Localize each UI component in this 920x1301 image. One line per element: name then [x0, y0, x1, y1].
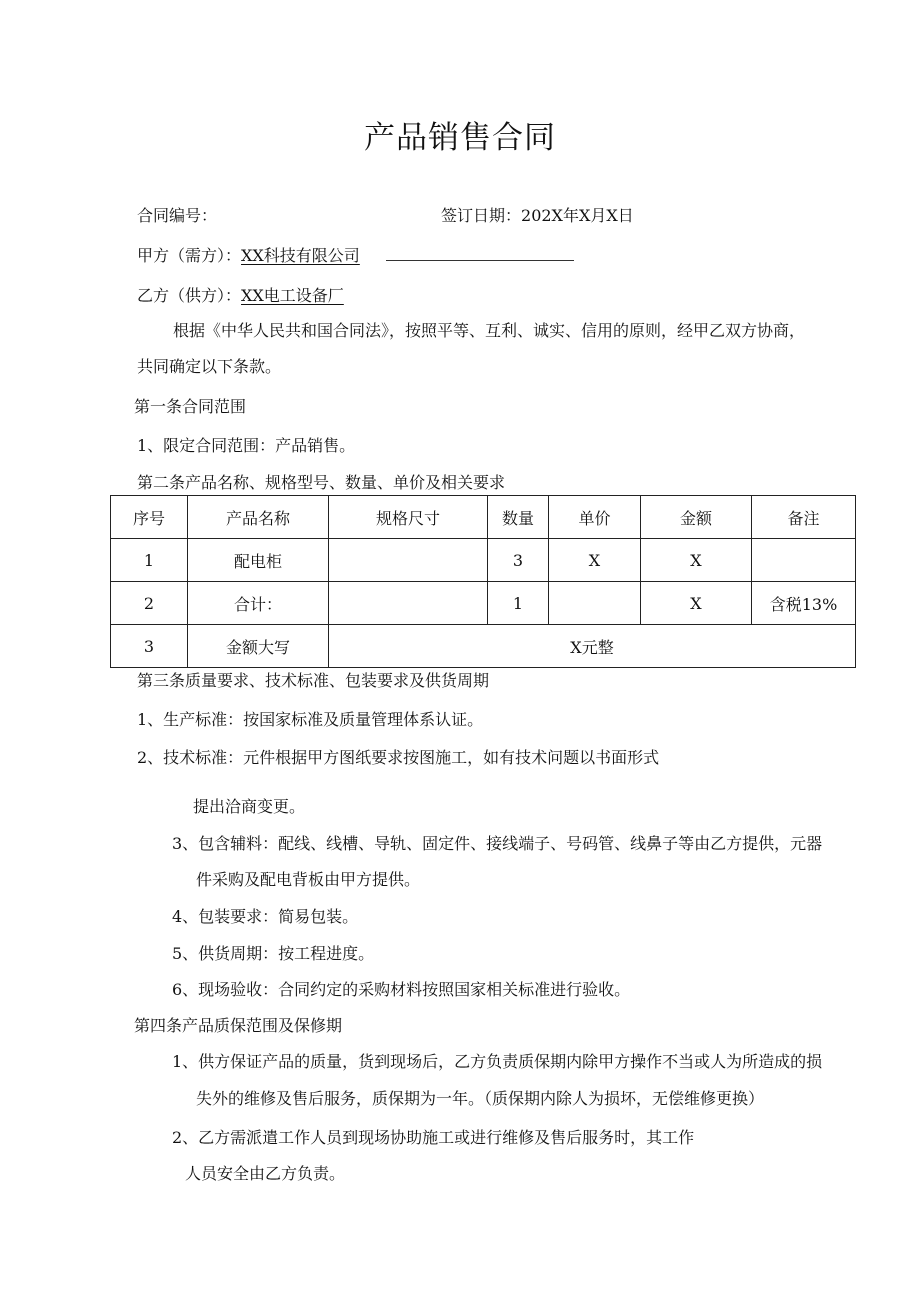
table-header-cell: 序号	[111, 496, 188, 539]
party-a-value: XX科技有限公司	[241, 246, 360, 265]
article-3-item-3-line-2: 件采购及配电背板由甲方提供。	[196, 870, 421, 889]
party-a	[137, 246, 360, 266]
article-2-heading: 第二条产品名称、规格型号、数量、单价及相关要求	[137, 473, 506, 492]
table-header-cell: 金额	[641, 496, 752, 539]
table-header-cell: 产品名称	[188, 496, 329, 539]
article-3-item-2-line-2: 提出洽商变更。	[193, 797, 306, 816]
table-row	[111, 539, 856, 582]
table-cell	[329, 539, 488, 582]
article-3-item-5: 5、供货周期：按工程进度。	[172, 944, 375, 963]
table-row	[111, 582, 856, 625]
article-1-heading: 第一条合同范围	[134, 397, 247, 416]
article-4-item-1-line-1: 1、供方保证产品的质量，货到现场后，乙方负责质保期内除甲方操作不当或人为所造成的损	[172, 1052, 823, 1071]
capital-amount-value: X元整	[329, 625, 856, 668]
party-a-label: 甲方（需方）：	[137, 246, 242, 265]
table-cell: 3	[111, 625, 188, 668]
contract-no-label: 合同编号：	[137, 206, 218, 225]
party-b	[137, 286, 344, 306]
article-3-item-4: 4、包装要求：简易包装。	[172, 907, 359, 926]
article-3-item-3-line-1: 3、包含辅料：配线、线槽、导轨、固定件、接线端子、号码管、线鼻子等由乙方提供，元器	[172, 834, 823, 853]
article-4-item-1-line-2: 失外的维修及售后服务，质保期为一年。（质保期内除人为损坏，无偿维修更换）	[196, 1089, 765, 1108]
table-cell: X	[641, 539, 752, 582]
table-cell	[329, 582, 488, 625]
sign-date	[441, 206, 634, 226]
table-header-cell: 单价	[549, 496, 641, 539]
article-4-item-2-line-2: 人员安全由乙方负责。	[185, 1164, 346, 1183]
article-3-item-6: 6、现场验收：合同约定的采购材料按照国家相关标准进行验收。	[172, 980, 631, 999]
article-4-heading: 第四条产品质保范围及保修期	[134, 1016, 343, 1035]
party-b-label: 乙方（供方）：	[137, 286, 242, 305]
sign-date-value: 202X年X月X日	[521, 206, 634, 225]
table-cell: X	[641, 582, 752, 625]
sign-date-label: 签订日期：	[441, 206, 522, 225]
table-cell: 1	[111, 539, 188, 582]
table-cell: 3	[488, 539, 549, 582]
table-header-cell: 规格尺寸	[329, 496, 488, 539]
table-header-cell: 备注	[752, 496, 856, 539]
table-cell	[549, 582, 641, 625]
table-cell: 2	[111, 582, 188, 625]
table-cell: 金额大写	[188, 625, 329, 668]
party-a-blank-line	[386, 260, 574, 261]
preamble-line-2: 共同确定以下条款。	[137, 357, 282, 376]
product-table	[110, 495, 856, 668]
document-title: 产品销售合同	[364, 120, 556, 156]
table-cell: 合计：	[188, 582, 329, 625]
table-cell: X	[549, 539, 641, 582]
table-cell: 含税13%	[752, 582, 856, 625]
article-3-item-1: 1、生产标准：按国家标准及质量管理体系认证。	[137, 710, 484, 729]
preamble-line-1: 根据《中华人民共和国合同法》，按照平等、互利、诚实、信用的原则，经甲乙双方协商，	[173, 321, 806, 340]
table-row-capital-amount	[111, 625, 856, 668]
table-header-row	[111, 496, 856, 539]
article-3-heading: 第三条质量要求、技术标准、包装要求及供货周期	[137, 671, 490, 690]
table-cell: 1	[488, 582, 549, 625]
article-4-item-2-line-1: 2、乙方需派遣工作人员到现场协助施工或进行维修及售后服务时，其工作	[172, 1128, 695, 1147]
table-cell: 配电柜	[188, 539, 329, 582]
table-cell	[752, 539, 856, 582]
article-3-item-2-line-1: 2、技术标准：元件根据甲方图纸要求按图施工，如有技术问题以书面形式	[137, 748, 660, 767]
article-1-item-1: 1、限定合同范围：产品销售。	[137, 436, 356, 455]
party-b-value: XX电工设备厂	[241, 286, 344, 305]
table-header-cell: 数量	[488, 496, 549, 539]
